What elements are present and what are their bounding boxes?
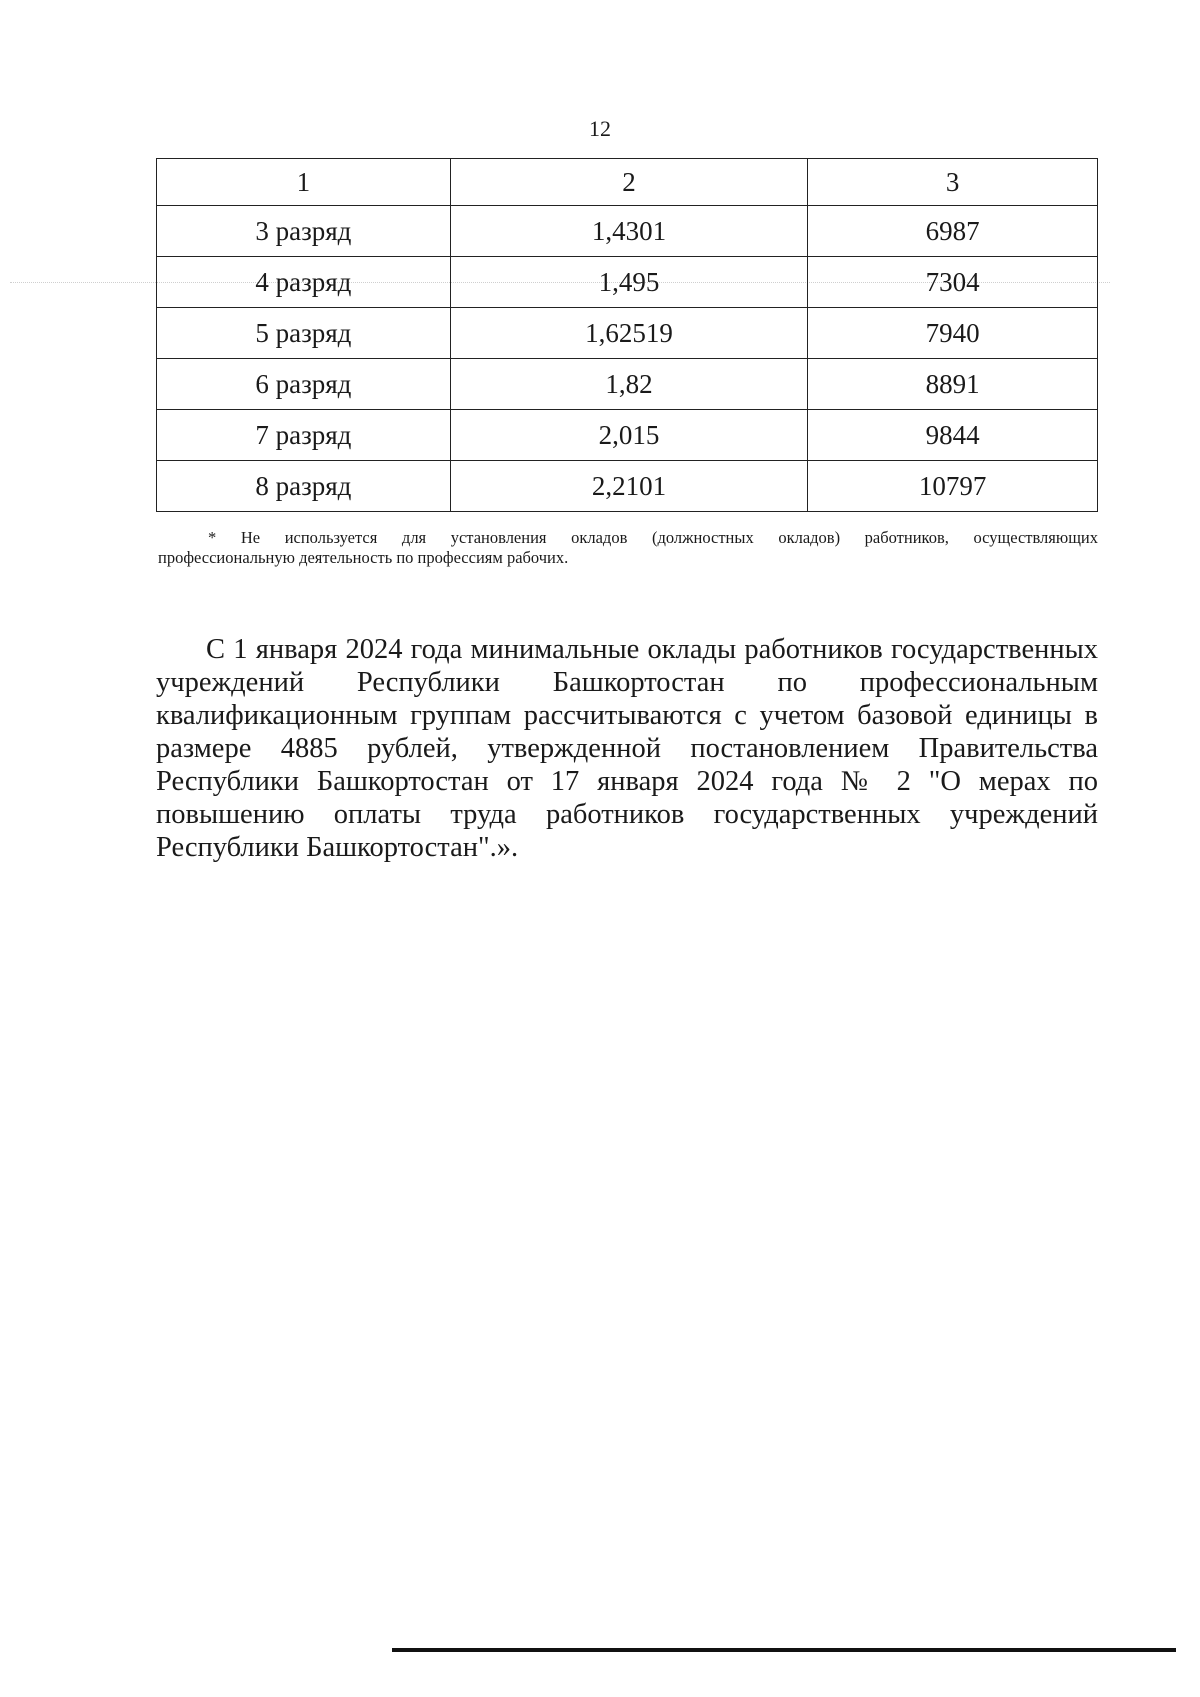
coefficient-cell: 2,015 xyxy=(450,410,807,461)
salary-cell: 10797 xyxy=(808,461,1098,512)
table-row xyxy=(157,308,1098,359)
bottom-rule xyxy=(392,1648,1176,1652)
table-row xyxy=(157,410,1098,461)
grade-cell: 6 разряд xyxy=(157,359,451,410)
salary-grade-table xyxy=(156,158,1098,512)
grade-cell: 8 разряд xyxy=(157,461,451,512)
grade-cell: 5 разряд xyxy=(157,308,451,359)
salary-cell: 8891 xyxy=(808,359,1098,410)
grade-cell: 7 разряд xyxy=(157,410,451,461)
salary-cell: 7940 xyxy=(808,308,1098,359)
coefficient-cell: 1,82 xyxy=(450,359,807,410)
salary-cell: 7304 xyxy=(808,257,1098,308)
table-row xyxy=(157,359,1098,410)
footnote-line-1: * Не используется для установления окладов (должностных окладов) работников, осуществляющих xyxy=(208,528,1098,547)
grade-cell: 3 разряд xyxy=(157,206,451,257)
table-row xyxy=(157,257,1098,308)
table-header-cell: 1 xyxy=(157,159,451,206)
page-number: 12 xyxy=(589,116,611,141)
table-header-cell: 3 xyxy=(808,159,1098,206)
grade-cell: 4 разряд xyxy=(157,257,451,308)
table-header-row xyxy=(157,159,1098,206)
coefficient-cell: 2,2101 xyxy=(450,461,807,512)
table-row xyxy=(157,461,1098,512)
table-row xyxy=(157,206,1098,257)
salary-cell: 9844 xyxy=(808,410,1098,461)
table-header-cell: 2 xyxy=(450,159,807,206)
table-footnote xyxy=(158,528,1098,568)
main-paragraph: С 1 января 2024 года минимальные оклады работников государственных учреждений Республики Башкортостан по профессиональным квалификационным группам рассчитываются с учетом базовой единицы в размере 4885 рублей, утвержденной постановлением Правительства Республики Башкортостан от 17 января 2024 года № 2 "О мерах по повышению оплаты труда работников государственных учреждений Республики Башкортостан".». xyxy=(156,633,1098,863)
coefficient-cell: 1,62519 xyxy=(450,308,807,359)
coefficient-cell: 1,4301 xyxy=(450,206,807,257)
coefficient-cell: 1,495 xyxy=(450,257,807,308)
footnote-line-2: профессиональную деятельность по профессиям рабочих. xyxy=(158,548,569,567)
salary-cell: 6987 xyxy=(808,206,1098,257)
